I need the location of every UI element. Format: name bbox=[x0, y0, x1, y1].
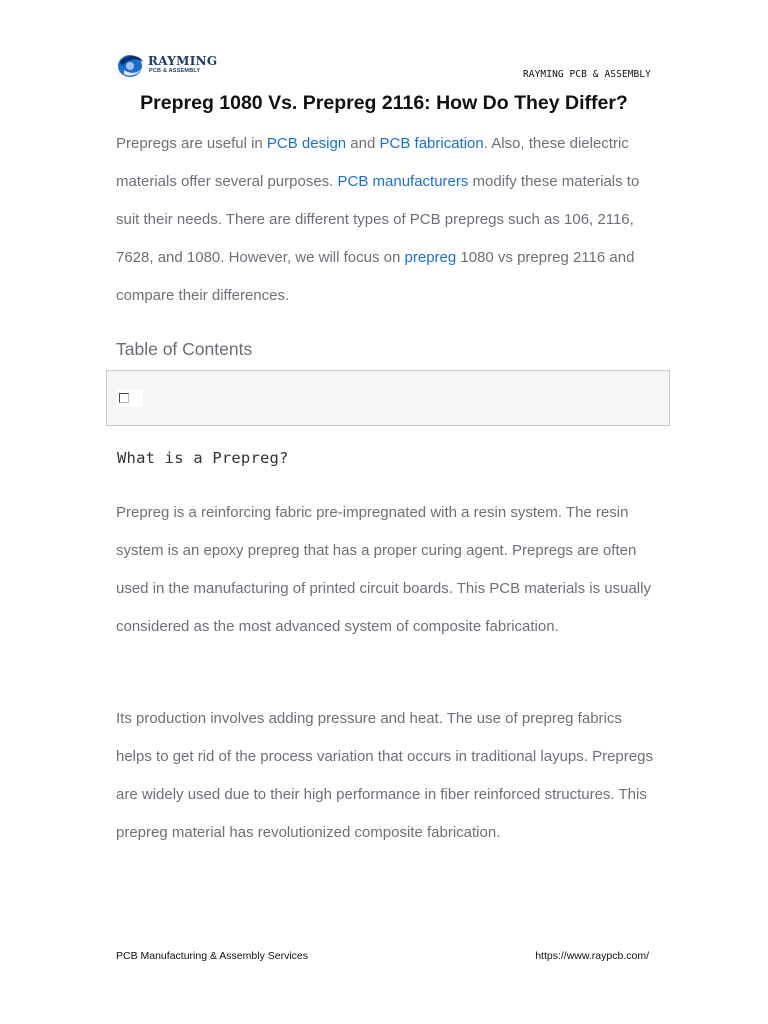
intro-text-1: Prepregs are useful in bbox=[116, 135, 267, 152]
footer-services: PCB Manufacturing & Assembly Services bbox=[116, 950, 308, 962]
rayming-logo bbox=[116, 52, 226, 82]
checkbox-icon bbox=[119, 393, 129, 403]
toc-title: Table of Contents bbox=[116, 339, 253, 359]
link-prepreg[interactable]: prepreg bbox=[404, 249, 457, 266]
link-pcb-manufacturers[interactable]: PCB manufacturers bbox=[337, 173, 469, 190]
header-company-name: RAYMING PCB & ASSEMBLY bbox=[522, 69, 651, 80]
section-paragraph-1: Prepreg is a reinforcing fabric pre-impregnated with a resin system. The resin system is an epoxy prepreg that has a proper curing agent. Prepregs are often used in the manufacturing of printed circuit boards. This PCB materials is usually considered as the most advanced system of composite fabrication. bbox=[116, 504, 651, 635]
section-heading: What is a Prepreg? bbox=[117, 449, 289, 467]
logo-subtitle: PCB & ASSEMBLY bbox=[149, 68, 201, 74]
footer-url[interactable]: https://www.raypcb.com/ bbox=[535, 950, 649, 962]
intro-text-5: 1080 vs prepreg 2116 and compare their differences. bbox=[116, 249, 635, 304]
link-pcb-fabrication[interactable]: PCB fabrication bbox=[379, 135, 484, 152]
intro-text-3: . Also, these dielectric materials offer several purposes. bbox=[116, 135, 629, 190]
page-title: Prepreg 1080 Vs. Prepreg 2116: How Do They Differ? bbox=[140, 92, 628, 114]
intro-text-4: modify these materials to suit their needs. There are different types of PCB prepregs such as 106, 2116, 7628, and 1080. However, we will focus on bbox=[116, 173, 640, 266]
section-paragraph-2: Its production involves adding pressure and heat. The use of prepreg fabrics helps to get rid of the process variation that occurs in traditional layups. Prepregs are widely used due to their high performance in fiber reinforced structures. This prepreg material has revolutionized composite fabrication. bbox=[116, 710, 653, 841]
intro-paragraph bbox=[116, 125, 656, 315]
toc-toggle-checkbox[interactable] bbox=[117, 389, 143, 407]
logo-swirl-icon bbox=[116, 52, 146, 80]
toc-box bbox=[106, 370, 670, 426]
intro-text-2: and bbox=[346, 135, 380, 152]
logo-name: RAYMING bbox=[148, 54, 218, 68]
link-pcb-design[interactable]: PCB design bbox=[266, 135, 347, 152]
